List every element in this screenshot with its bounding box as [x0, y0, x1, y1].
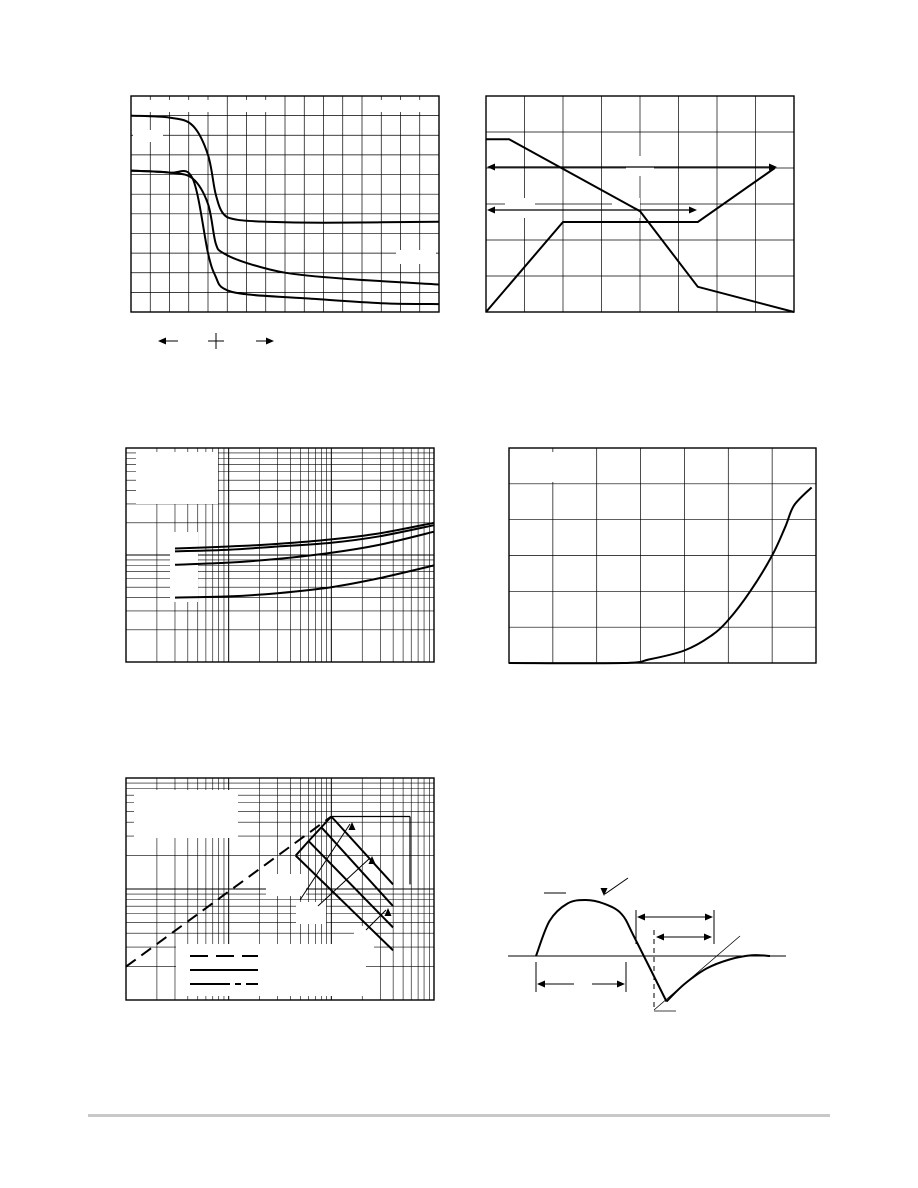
waveform-segment-2	[667, 955, 771, 1001]
label-mask	[520, 452, 594, 482]
interval-upper-head	[637, 914, 645, 921]
slope-marker-head	[601, 888, 608, 896]
label-mask	[505, 198, 535, 218]
footer-rule	[88, 1114, 830, 1117]
label-mask	[626, 156, 654, 176]
waveform-segment-1	[536, 900, 667, 1002]
interval-left-head	[617, 981, 625, 988]
interval-inner-head	[656, 934, 664, 941]
chart-6-waveform	[0, 740, 918, 1040]
chart-4	[0, 400, 918, 720]
interval-upper-head	[705, 914, 713, 921]
slope-marker-line	[605, 878, 628, 894]
tangent-line	[654, 936, 740, 1010]
chart-2	[0, 0, 918, 400]
interval-inner-head	[704, 934, 712, 941]
interval-left-head	[537, 981, 545, 988]
